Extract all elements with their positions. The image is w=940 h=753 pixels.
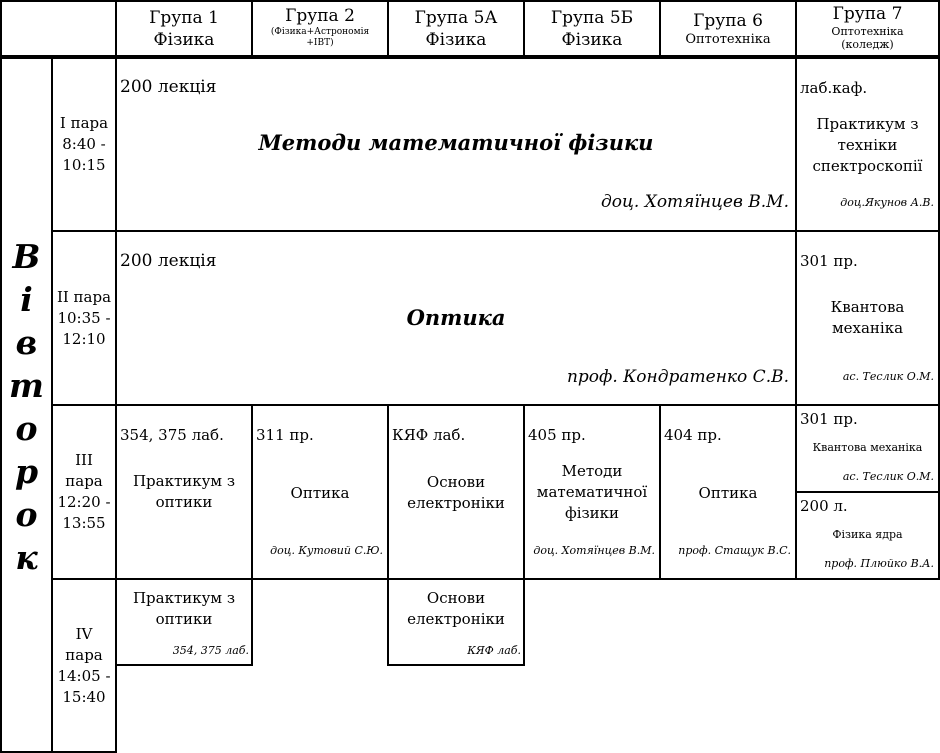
lesson-subject: Фізика ядра [832, 528, 903, 541]
time-slot-4-start: 14:05 - [57, 666, 111, 685]
lesson-subject [525, 461, 659, 524]
lesson-subject [389, 588, 523, 630]
lesson-room: КЯФ лаб. [467, 644, 521, 657]
lesson-subject-line: Практикум з [132, 589, 236, 607]
lesson-subject-line: математичної [536, 483, 648, 501]
lesson-room: 354, 375 лаб. [172, 644, 249, 657]
lesson-subject-line: Оптика [290, 484, 350, 502]
lesson-subject-line: електроніки [407, 494, 505, 512]
day-letter: і [20, 280, 33, 319]
header-group-2-spec-cont: +ІВТ) [306, 38, 334, 48]
lesson-room: 405 пр. [528, 426, 586, 444]
lesson-subject-line: електроніки [407, 610, 505, 628]
lesson-teacher: проф. Плюйко В.А. [824, 557, 934, 570]
header-group-6-title: Група 6 [693, 10, 763, 31]
lesson-teacher: доц. Хотяїнцев В.М. [533, 544, 655, 557]
lesson-teacher: ас. Теслик О.М. [842, 370, 934, 383]
lesson-p2-joint [115, 230, 797, 406]
header-group-5b-spec: Фізика [561, 29, 623, 50]
time-slot-1-name: I пара [59, 114, 109, 132]
lesson-p3-g2 [251, 404, 389, 580]
lesson-subject-line: Основи [426, 589, 486, 607]
time-slot-4-name: IV [75, 624, 93, 643]
lesson-subject [389, 472, 523, 514]
lesson-room: КЯФ лаб. [392, 426, 466, 444]
time-slot-1-start: 8:40 - [62, 135, 106, 153]
lesson-p3-g6 [659, 404, 797, 580]
lesson-subject-line: оптики [155, 610, 213, 628]
lesson-subject [117, 471, 251, 513]
lesson-subject-line: спектроскопії [812, 157, 923, 175]
time-slot-2-name: II пара [56, 287, 112, 306]
lesson-subject-line: Практикум з [816, 115, 919, 133]
lesson-subject-line: фізики [564, 504, 620, 522]
lesson-subject: Квантова механіка [812, 441, 923, 454]
time-slot-2-end: 12:10 [62, 329, 106, 348]
day-letter: В [12, 237, 41, 276]
header-group-7-note: (коледж) [841, 38, 894, 51]
lesson-subject-line: Квантова [830, 298, 905, 316]
lesson-room: 200 лекція [120, 251, 217, 271]
lesson-subject-line: Оптика [698, 484, 758, 502]
corner-cell [0, 0, 117, 57]
lesson-subject [117, 588, 251, 630]
header-group-5a [387, 0, 525, 57]
lesson-teacher: ас. Теслик О.М. [842, 470, 934, 483]
lesson-room: 301 пр. [800, 252, 858, 270]
header-group-1-spec: Фізика [153, 29, 215, 50]
lesson-subject [797, 297, 938, 339]
lesson-subject: Методи математичної фізики [258, 130, 654, 155]
header-group-5a-title: Група 5А [414, 7, 498, 28]
lesson-subject [661, 483, 795, 504]
lesson-subject: Оптика [406, 305, 506, 330]
time-slot-3-end: 13:55 [62, 514, 106, 532]
lesson-p1-joint [115, 57, 797, 232]
header-group-5b-title: Група 5Б [550, 7, 634, 28]
header-group-6-spec: Оптотехніка [685, 31, 771, 47]
day-letter: к [15, 538, 38, 577]
lesson-room: 404 пр. [664, 426, 722, 444]
time-slot-2 [51, 230, 117, 406]
lesson-teacher: доц.Якунов А.В. [840, 196, 934, 209]
time-slot-3-name2: пара [65, 472, 103, 490]
lesson-subject-line: механіка [831, 319, 904, 337]
time-slot-4 [51, 578, 117, 753]
lesson-room: 311 пр. [256, 426, 314, 444]
header-group-5b [523, 0, 661, 57]
lesson-subject-line: оптики [155, 493, 213, 511]
header-group-7 [795, 0, 940, 57]
header-group-1-title: Група 1 [149, 7, 219, 28]
day-letter: в [15, 323, 38, 362]
day-letter: т [9, 366, 44, 405]
lesson-p2-g7 [795, 230, 940, 406]
lesson-room: 354, 375 лаб. [120, 426, 224, 444]
lesson-subject-line: Практикум з [132, 472, 236, 490]
lesson-subject-line: Методи [561, 462, 623, 480]
day-letter: р [14, 452, 39, 491]
time-slot-1 [51, 57, 117, 232]
header-group-2-spec: (Фізика+Астрономія [270, 27, 370, 37]
lesson-p3-g7-b [795, 491, 940, 580]
header-group-2 [251, 0, 389, 57]
time-slot-4-end: 15:40 [62, 687, 106, 706]
day-letter: о [15, 495, 38, 534]
lesson-p3-g7-a [795, 404, 940, 493]
header-group-1 [115, 0, 253, 57]
lesson-p1-g7 [795, 57, 940, 232]
lesson-subject [797, 114, 938, 177]
lesson-subject [253, 483, 387, 504]
time-slot-3 [51, 404, 117, 580]
time-slot-2-start: 10:35 - [57, 308, 111, 327]
time-slot-3-start: 12:20 - [57, 493, 111, 511]
lesson-p4-g1 [115, 578, 253, 666]
lesson-p3-g1 [115, 404, 253, 580]
time-slot-3-name: III [75, 451, 93, 469]
day-letter: о [15, 409, 38, 448]
time-slot-4-name2: пара [65, 645, 103, 664]
lesson-room: 200 лекція [120, 77, 217, 97]
lesson-p3-g5a [387, 404, 525, 580]
lesson-teacher: проф. Кондратенко С.В. [566, 367, 789, 387]
header-group-7-spec: Оптотехніка [831, 25, 904, 38]
lesson-teacher: доц. Хотяїнцев В.М. [601, 192, 789, 212]
lesson-subject-line: Основи [426, 473, 486, 491]
lesson-p4-g5a [387, 578, 525, 666]
lesson-teacher: проф. Стащук В.С. [678, 544, 791, 557]
header-group-7-title: Група 7 [832, 4, 903, 24]
day-label-tuesday [0, 57, 53, 753]
lesson-room: 301 пр. [800, 410, 858, 428]
header-group-5a-spec: Фізика [425, 29, 487, 50]
lesson-teacher: доц. Кутовий С.Ю. [270, 544, 383, 557]
header-group-2-title: Група 2 [285, 6, 355, 26]
lesson-p3-g5b [523, 404, 661, 580]
lesson-subject-line: техніки [837, 136, 898, 154]
header-group-6 [659, 0, 797, 57]
lesson-room: лаб.каф. [800, 79, 868, 97]
lesson-room: 200 л. [800, 497, 848, 515]
time-slot-1-end: 10:15 [62, 156, 106, 174]
